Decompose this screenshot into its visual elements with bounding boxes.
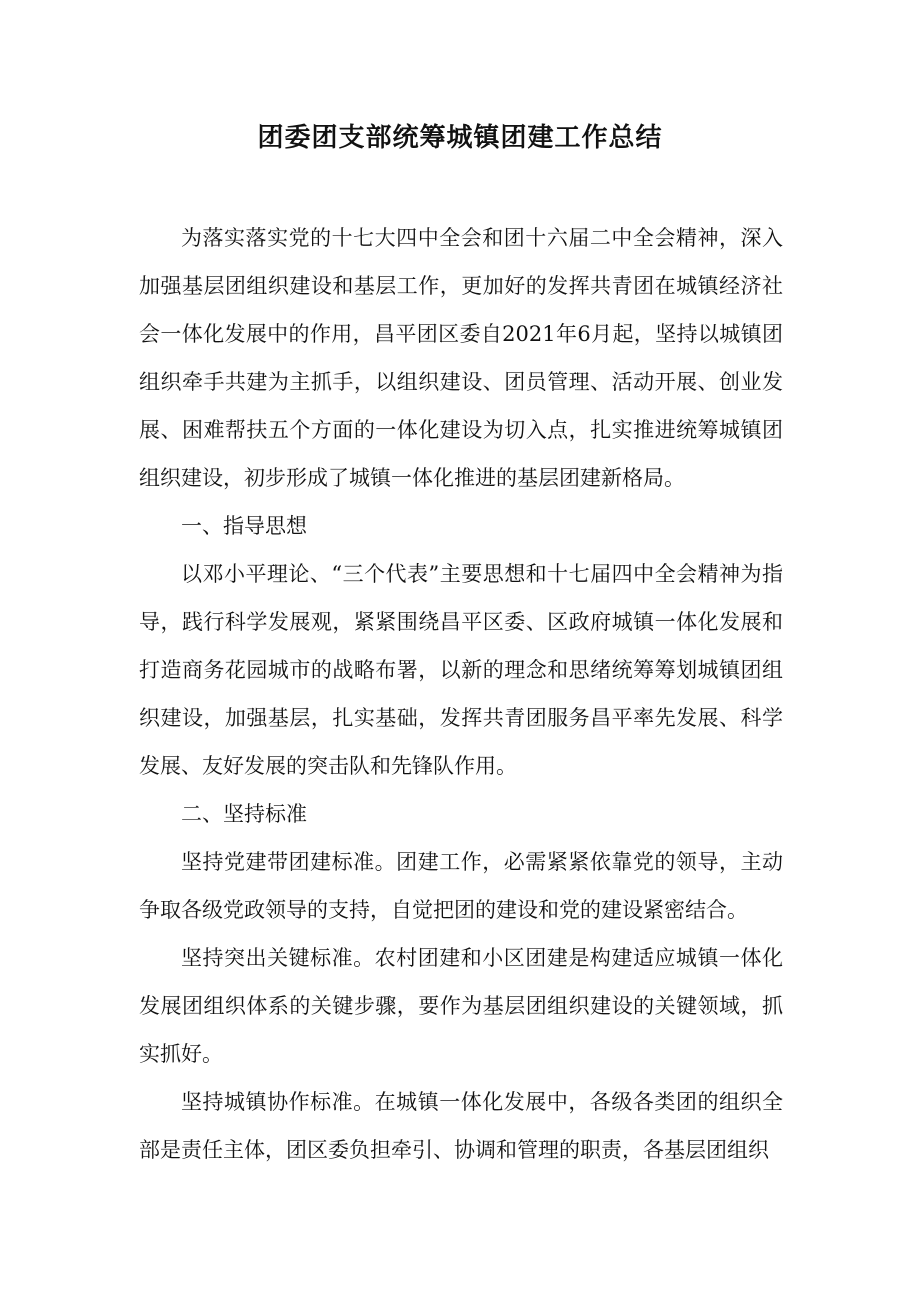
intro-paragraph: 为落实落实党的十七大四中全会和团十六届二中全会精神，深入加强基层团组织建设和基层工作，更加好的发挥共青团在城镇经济社会一体化发展中的作用，昌平团区委自2021年6月起，坚持以城镇团组织牵手共建为主抓手，以组织建设、团员管理、活动开展、创业发展、困难帮扶五个方面的一体化建设为切入点，扎实推进统筹城镇团组织建设，初步形成了城镇一体化推进的基层团建新格局。 (139, 226, 783, 490)
document-title: 团委团支部统筹城镇团建工作总结 (257, 123, 663, 153)
section-heading-principles: 二、坚持标准 (181, 802, 307, 826)
principle-paragraph-urban-rural-cooperation: 坚持城镇协作标准。在城镇一体化发展中，各级各类团的组织全部是责任主体，团区委负担牵引、协调和管理的职责，各基层团组织 (139, 1090, 783, 1162)
principle-paragraph-party-building: 坚持党建带团建标准。团建工作，必需紧紧依靠党的领导，主动争取各级党政领导的支持，自觉把团的建设和党的建设紧密结合。 (139, 850, 783, 922)
guiding-ideology-paragraph: 以邓小平理论、“三个代表”主要思想和十七届四中全会精神为指导，践行科学发展观，紧紧围绕昌平区委、区政府城镇一体化发展和打造商务花园城市的战略布署，以新的理念和思绪统筹筹划城镇团组织建设，加强基层，扎实基础，发挥共青团服务昌平率先发展、科学发展、友好发展的突击队和先锋队作用。 (139, 562, 783, 778)
section-heading-guiding-ideology: 一、指导思想 (181, 514, 307, 538)
principle-paragraph-key-focus: 坚持突出关键标准。农村团建和小区团建是构建适应城镇一体化发展团组织体系的关键步骤，要作为基层团组织建设的关键领域，抓实抓好。 (139, 946, 783, 1066)
document-body (139, 214, 783, 1174)
